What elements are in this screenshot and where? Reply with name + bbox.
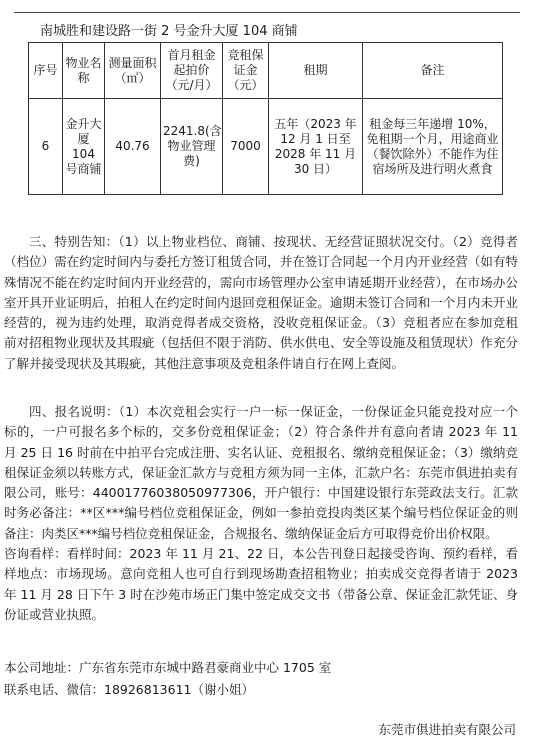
cell-deposit: 7000 (223, 99, 269, 195)
cell-area: 40.76 (105, 99, 161, 195)
viewing-text: 咨询看样：看样时间：2023 年 11 月 21、22 日，本公告刊登日起接受咨询、预约看样，看样地点：市场现场。意向竞租人也可自行到现场勘查招租物业；拍卖成交竞得者请于 2023 年 11 月 28 日下午 3 时在沙苑市场正门集中签定成交文书（带备公章、保证金汇款凭证、身份证或营业执照。 (4, 546, 518, 622)
header-deposit: 竞租保证金（元） (223, 43, 269, 99)
table-row (29, 99, 503, 195)
header-term: 租期 (269, 43, 363, 99)
header-name: 物业名称 (63, 43, 105, 99)
special-notice-text: 三、特别告知：（1）以上物业档位、商铺、按现状、无经营证照状况交付。（2）竞得者（档位）需在约定时间内与委托方签订租赁合同，并在签订合同起一个月内开业经营（如有特殊情况不能在约定时间内开业经营的，需向市场管理办公室申请延期开业经营），在市场办公室开具开业证明后，拍租人在约定时间内退回竞租保证金。逾期未签订合同和一个月内未开业经营的，视为违约处理，取消竞得者成交资格，没收竞租保证金。（3）竞租者应在参加竞租前对招租物业现状及其瑕疵（包括但不限于消防、供水供电、安全等设施及租赁现状）作充分了解并接受现状及其瑕疵，其他注意事项及竞租条件请自行在网上查阅。 (4, 234, 518, 371)
property-table (28, 42, 503, 195)
special-notice-section (4, 232, 518, 374)
property-title: 南城胜和建设路一街 2 号金升大厦 104 商铺 (40, 24, 298, 39)
company-signature: 东莞市俱进拍卖有限公司 (378, 722, 516, 737)
company-address: 本公司地址：广东省东莞市东城中路君豪商业中心 1705 室 (4, 660, 332, 675)
contact-phone: 联系电话、微信：18926813611（谢小姐） (4, 682, 254, 697)
top-border-line (14, 12, 520, 13)
registration-text: 四、报名说明：（1）本次竞租会实行一户一标一保证金，一份保证金只能竞投对应一个标的，一户可报名多个标的，交多份竞租保证金；（2）符合条件并有意向者请 2023 年 11 月 25 日 16 时前在中拍平台完成注册、实名认证、竞租报名、缴纳竞租保证金；（3）缴纳竞租保证金须以转账方式，保证金汇款方与竞租方须为同一主体，汇款户名：东莞市俱进拍卖有限公司，账号：44001776038050977306，开户银行：中国建设银行东莞政法支行。汇款时务必备注：**区***编号档位竞租保证金，例如一参拍竞投肉类区某个编号档位保证金的则备注：肉类区***编号档位竞租保证金，合规报名、缴纳保证金后方可取得竞价出价权限。 (4, 404, 518, 541)
header-area: 测量面积（㎡） (105, 43, 161, 99)
table-header-row (29, 43, 503, 99)
header-first-rent: 首月租金起拍价（元/月） (161, 43, 223, 99)
cell-term: 五年（2023 年 12 月 1 日至 2028 年 11 月 30 日） (269, 99, 363, 195)
contact-block (4, 657, 331, 701)
header-no: 序号 (29, 43, 63, 99)
cell-no: 6 (29, 99, 63, 195)
cell-first-rent: 2241.8(含物业管理费) (161, 99, 223, 195)
registration-section (4, 402, 518, 625)
cell-name: 金升大厦 104 号商铺 (63, 99, 105, 195)
cell-remark: 租金每三年递增 10%，免租期一个月，用途商业（餐饮除外）不能作为住宿场所及进行明火煮食 (363, 99, 503, 195)
header-remark: 备注 (363, 43, 503, 99)
